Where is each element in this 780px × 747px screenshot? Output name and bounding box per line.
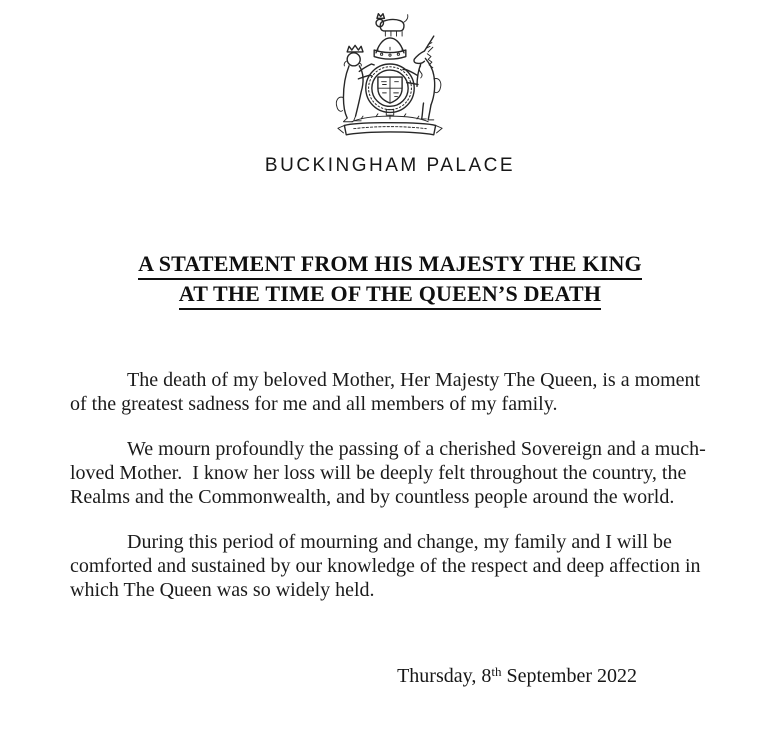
paragraph-line: of the greatest sadness for me and all members of my family. [70,393,558,415]
garter-shield-icon [366,64,414,119]
royal-coat-of-arms-icon [320,10,460,145]
paragraph-line: We mourn profoundly the passing of a cherished Sovereign and a much- [127,438,706,460]
dateline-day: Thursday, 8 [397,665,492,687]
letterhead [0,0,780,177]
dateline-month-year: September 2022 [501,665,637,687]
statement-title-line-2: AT THE TIME OF THE QUEEN’S DEATH [179,280,601,310]
paragraph-line: which The Queen was so widely held. [70,579,375,601]
paragraph-line: Realms and the Commonwealth, and by countless people around the world. [70,486,675,508]
statement-paragraph-3 [70,530,710,602]
statement-body [0,368,780,688]
statement-title-line-1: A STATEMENT FROM HIS MAJESTY THE KING [138,250,642,280]
paragraph-line: comforted and sustained by our knowledge of the respect and deep affection in [70,555,701,577]
paragraph-line: The death of my beloved Mother, Her Majesty The Queen, is a moment [127,369,701,391]
crest-lion-icon [376,14,408,36]
statement-paragraph-1 [70,368,710,416]
paragraph-line: loved Mother. I know her loss will be deeply felt throughout the country, the [70,462,687,484]
statement-paragraph-2 [70,437,710,509]
dateline [70,664,710,688]
crest-crown-icon [374,38,406,59]
dateline-ordinal: th [491,664,502,679]
paragraph-line: During this period of mourning and change, my family and I will be [127,531,672,553]
palace-name: BUCKINGHAM PALACE [264,155,516,176]
lion-supporter-icon [336,45,374,121]
statement-title [0,250,780,310]
